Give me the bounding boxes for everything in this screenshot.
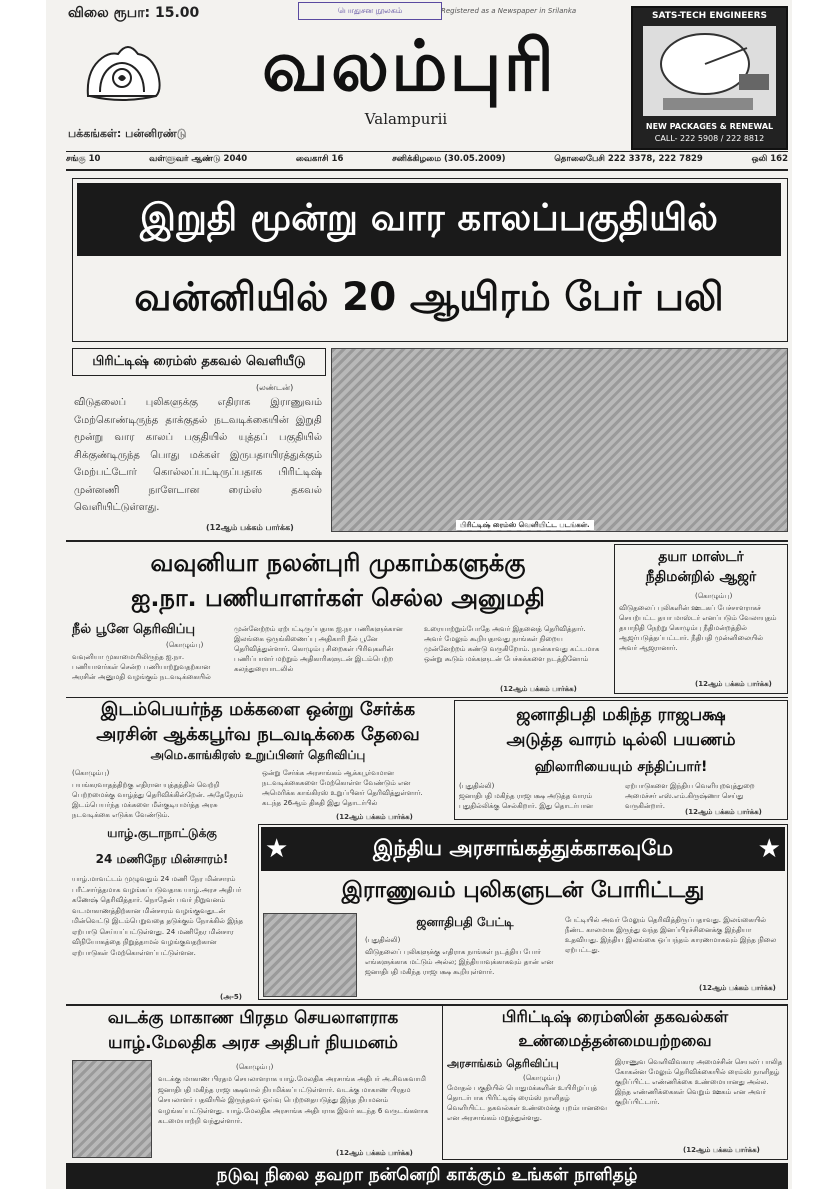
- story4-body-2: ஒன்று சேர்க்க அரசாங்கம் ஆக்கபூர்வமான நடவடிக்கைகளை மேற்கொள்ள வேண்டும் என அமெரிக்க காங்கிரஸ் உறுப்பினர் தெரிவித்துள்ளார். கடந்த 26ஆம் திகதி இது தொடர்பில்: [262, 769, 423, 807]
- story6-headline-2: 24 மணிநேர மின்சாரம்!: [95, 852, 229, 866]
- president-photo: [263, 913, 357, 997]
- story9-subhead: அரசாங்கம் தெரிவிப்பு: [447, 1057, 559, 1070]
- story2-body-1: வவுனியா முகாமையிலிருந்த ஐ.நா. பணியாளர்கள் சென்ற பணியாற்றுவதற்கான அரசின் அனுமதி வழங்கும் நடவடிக்கையில்: [72, 653, 211, 681]
- story9-continue: (12ஆம் பக்கம் பார்க்க): [683, 1146, 760, 1154]
- ad-line-2: CALL- 222 5908 / 222 8812: [654, 134, 765, 143]
- footer-motto: நடுவு நிலை தவறா நன்னெறி காக்கும் உங்கள் நாளிதழ்: [66, 1163, 788, 1189]
- story5-body-2: ஏற்பாடுகளை இந்திய வெளியுறவுத்துறை அமைச்சர் எஸ்.எம்.கிருஷ்ணா செய்து வருகின்றார்.: [625, 782, 755, 810]
- story1-dateline: (லண்டன்): [256, 383, 294, 392]
- newspaper-subtitle: Valampurii: [364, 110, 448, 128]
- story2-headline-1: வவுனியா நலன்புரி முகாம்களுக்கு: [150, 549, 526, 577]
- registration-note: Registered as a Newspaper in Srilanka: [441, 7, 577, 15]
- story2-subhead: நீல் பூனே தெரிவிப்பு: [72, 622, 196, 637]
- story5-headline-2: அடுத்த வாரம் டில்லி பயணம்: [506, 730, 736, 750]
- story2-headline-2: ஐ.நா. பணியாளர்கள் செல்ல அனுமதி: [131, 584, 545, 612]
- official-photo: [72, 1060, 152, 1158]
- story1-continue: (12ஆம் பக்கம் பார்க்க): [206, 523, 294, 532]
- story7-continue: (12ஆம் பக்கம் பார்க்க): [699, 984, 776, 992]
- story8-body: வடக்கு மாகாண பிரதம செயலாளராக யாழ்.மேலதிக அரசாங்க அதிபர் அ.சிவசுவாமி ஜனாதிபதி மகிந்த ராஜபக்ஷவால் நியமிக்கப்பட்டுள்ளார். வடக்கு மாகாண பிரதம செயலாளர் பதவியில் இருந்தவர் ஓய்வு பெற்றதையடுத்து இந்த நியமனம் வழங்கப்பட்டுள்ளது. யாழ்.மேலதிக அரசாங்க அதிபராக இவர் கடந்த 6 வருடங்களாக கடமையாற்றி வந்துள்ளார்.: [158, 1075, 429, 1125]
- story4-headline-1: இடம்பெயர்ந்த மக்களை ஒன்று சேர்க்க: [100, 699, 416, 720]
- phone-numbers: தொலைபேசி 222 3378, 222 7829: [554, 154, 703, 164]
- story2-continue: (12ஆம் பக்கம் பார்க்க): [500, 685, 577, 693]
- story7-headline-1: இந்திய அரசாங்கத்துக்காகவுமே: [372, 835, 674, 860]
- story7-body: விடுதலைப் புலிகளுக்கு எதிராக நாங்கள் நடத்திய போர் எங்களுக்காக மட்டும் அல்ல; இந்தியாவுக்காகவும் தான் என ஜனாதிபதி மகிந்த ராஜபக்ஷ கூறியுள்ளார்.: [365, 948, 554, 976]
- story4-dateline: (கொழும்பு): [72, 769, 110, 777]
- library-stamp: பொதுசன நூலகம்: [298, 2, 442, 20]
- story9-dateline: (கொழும்பு): [523, 1074, 561, 1082]
- story9-box: [442, 1004, 788, 1160]
- story9-body-1: மோதல் பகுதியில் பொதுமக்களின் உயிரிழப்புத் தொடர்பாக பிரிட்டிஷ் ரைம்ஸ் நாளிதழ் வெளியிட்ட தகவல்கள் உண்மைக்கு புறம்பானவை என அரசாங்கம் மறுத்துள்ளது.: [447, 1084, 607, 1122]
- story9-body-2: இராணுவ வெளிவிவகார அமைச்சின் செயலர் பாலித கோகன்ன மேலும் தெரிவிக்கையில் ரைம்ஸ் நாளிதழ் குறிப்பிட்ட எண்ணிக்கை உண்மையானது அல்ல. இந்த எண்ணிக்கைகள் வெறும் ஊகம் என அவர் குறிப்பிட்டார்.: [615, 1058, 783, 1106]
- story4-continue: (12ஆம் பக்கம் பார்க்க): [336, 813, 413, 821]
- story5-dateline: (புதுதில்லி): [459, 782, 495, 790]
- story8-headline-1: வடக்கு மாகாண பிரதம செயலாளராக: [107, 1008, 399, 1028]
- price-label: விலை ரூபா: 15.00: [68, 5, 200, 21]
- page-count: பக்கங்கள்: பன்னிரண்டு: [68, 127, 187, 140]
- newspaper-front-page: [46, 0, 792, 1189]
- story5-subhead: ஹிலாரியையும் சந்திப்பார்!: [534, 759, 708, 775]
- tamil-year: வள்ளுவர் ஆண்டு 2040: [149, 154, 248, 164]
- story2-dateline: (கொழும்பு): [166, 641, 204, 649]
- issue-number: ஒலி 162: [751, 154, 788, 164]
- story7-dateline: (புதுதில்லி): [365, 936, 401, 944]
- satellite-dish-icon: [643, 26, 776, 116]
- story3-continue: (12ஆம் பக்கம் பார்க்க): [695, 680, 772, 688]
- volume-number: சங்கு 10: [66, 154, 101, 164]
- issue-info-strip: [66, 154, 788, 168]
- photo-caption: பிரிட்டிஷ் ரைம்ஸ் வெளியிட்ட படங்கள்.: [456, 520, 594, 530]
- war-zone-photo: [331, 348, 788, 532]
- ad-company: SATS-TECH ENGINEERS: [652, 11, 767, 21]
- advertisement-box: [631, 6, 788, 150]
- story6-body: யாழ்.மாவட்டம் முழுவதும் 24 மணி நேர மின்சாரம் பரீட்சார்த்தமாக வழங்கப்படுவதாக யாழ்.அரச அதிபர் கணேஷ் தெரிவித்தார். நொதேன் பவர் நிறுவனம் வடமாகாணத்திற்கான மின்சாரம் வழங்குவதுடன் மின்வெட்டு இடம்பெறுவதை தடுக்கும் நோக்கில் இந்த ஏற்பாடு செய்யப்பட்டுள்ளது. 24 மணிநேர மின்சார விநியோகத்தை நிறுத்தாமல் வழங்குவதற்கான ஏற்பாடுகள் மேற்கொள்ளப்பட்டுள்ளன.: [72, 875, 244, 957]
- story3-body: விடுதலைப் புலிகளின் ஊடகப் பேச்சாளராகச் செயற்பட்ட தயா மாஸ்டர் எனப்படும் வேலாயுதம் தயாநிதி நேற்று கொழும்பு நீதிமன்றத்தில் ஆஜர்படுத்தப்பட்டார். நீதிபதி முன்னிலையில் அவர் ஆஜரானார்.: [619, 604, 777, 652]
- story3-headline-1: தயா மாஸ்டர்: [658, 549, 744, 565]
- main-headline-box: [72, 178, 788, 342]
- story7-side: பேட்டியில் அவர் மேலும் தெரிவித்திருப்பதாவது. இலங்கையில் நீண்ட காலமாக இருந்து வந்த இனப்பிரச்சினைக்கு இந்தியா உதவியது. இந்திய இலங்கை ஒப்பந்தம் காரணமாகவும் இந்த நிலை ஏற்பட்டது.: [565, 916, 777, 954]
- tamil-month: வைகாசி 16: [295, 154, 344, 164]
- headline-line-2: வன்னியில் 20 ஆயிரம் பேர் பலி: [134, 275, 724, 320]
- story3-headline-2: நீதிமன்றில் ஆஜர்: [645, 569, 757, 585]
- story4-headline-2: அரசின் ஆக்கபூர்வ நடவடிக்கை தேவை: [96, 724, 420, 745]
- story7-box: [258, 824, 788, 1000]
- story2-body-3: உரையாற்றும்போதே அவர் இதனைத் தெரிவித்தார். அவர் மேலும் கூறியதாவது நாங்கள் நிறைய முன்னேற்றம் கண்டு வருகிறோம். நான்காவது கட்டமாக ஒன்று கூடும் மக்களுடன் பேச்சுக்களை நடத்தினோம்: [424, 625, 600, 663]
- story1-body: விடுதலைப் புலிகளுக்கு எதிராக இராணுவம் மேற்கொண்டிருந்த தாக்குதல் நடவடிக்கையின் இறுதி மூன்று வார காலப் பகுதியில் யுத்தப் பகுதியில் சிக்குண்டிருந்த பொது மக்கள் இருபதாயிரத்துக்கும் மேற்பட்டோர் கொல்லப்பட்டிருப்பதாக பிரிட்டிஷ் முன்னணி நாளேடான ரைம்ஸ் தகவல் வெளியிட்டுள்ளது.: [74, 397, 322, 513]
- story9-headline-1: பிரிட்டிஷ் ரைம்ஸின் தகவல்கள்: [501, 1007, 729, 1026]
- ad-line-1: NEW PACKAGES & RENEWAL: [645, 122, 774, 131]
- story2-body-2: முன்னேற்றம் ஏற்பட்டிருப்பதாக ஐ.நா பணிகளுக்கான இலங்கை ஒருங்கிணைப்பு அதிகாரி நீல் பூனே தெரிவித்துள்ளார். கொழும்பு சிறைகள் பிரிவுகளின் பணிப்பாளர் மற்றும் அதிகாரிகளுடன் இடம்பெற்ற கலந்துரையாடலில்: [234, 625, 403, 673]
- story5-headline-1: ஜனாதிபதி மகிந்த ராஜபக்ஷ: [516, 705, 726, 725]
- story9-headline-2: உண்மைத்தன்மையற்றவை: [518, 1031, 712, 1050]
- story5-box: [454, 700, 788, 820]
- conch-emblem-icon: [82, 34, 164, 104]
- story7-headline-2: இராணுவம் புலிகளுடன் போரிட்டது: [341, 878, 705, 903]
- story4-body-1: பயங்கரவாதத்திற்கு எதிரான யுத்தத்தில் வெற்றி பெற்றமைக்கு வாழ்த்து தெரிவிக்கின்றேன். அதேநேரம் இடம்பெயர்ந்த மக்களை மீள்குடியமர்த்த அரசு நடவடிக்கை எடுக்க வேண்டும்.: [72, 781, 244, 819]
- story3-box: [614, 544, 788, 694]
- story6-continue: (அ-5): [220, 993, 242, 1001]
- story8-headline-2: யாழ்.மேலதிக அரச அதிபர் நியமனம்: [108, 1033, 398, 1053]
- story3-dateline: (கொழும்பு): [695, 592, 733, 600]
- star-icon: ★: [265, 834, 289, 864]
- issue-date: சனிக்கிழமை (30.05.2009): [392, 154, 506, 164]
- story1-kicker: பிரிட்டிஷ் ரைம்ஸ் தகவல் வெளியீடு: [72, 348, 326, 376]
- story4-subhead: அமெ.காங்கிரஸ் உறுப்பினர் தெரிவிப்பு: [150, 748, 366, 762]
- story5-continue: (12ஆம் பக்கம் பார்க்க): [685, 808, 762, 816]
- story8-dateline: (கொழும்பு): [236, 1063, 274, 1071]
- newspaper-title: வலம்புரி: [262, 24, 556, 107]
- story7-subhead: ஜனாதிபதி பேட்டி: [416, 915, 514, 929]
- story8-continue: (12ஆம் பக்கம் பார்க்க): [336, 1149, 413, 1157]
- story5-body-1: ஜனாதிபதி மகிந்த ராஜபக்ஷ அடுத்த வாரம் புதுதில்லிக்கு செல்கிறார். இது தொடர்பான: [459, 792, 593, 810]
- story6-headline-1: யாழ்.குடாநாட்டுக்கு: [107, 826, 217, 840]
- star-icon: ★: [757, 834, 781, 864]
- headline-line-1: இறுதி மூன்று வார காலப்பகுதியில்: [77, 183, 781, 256]
